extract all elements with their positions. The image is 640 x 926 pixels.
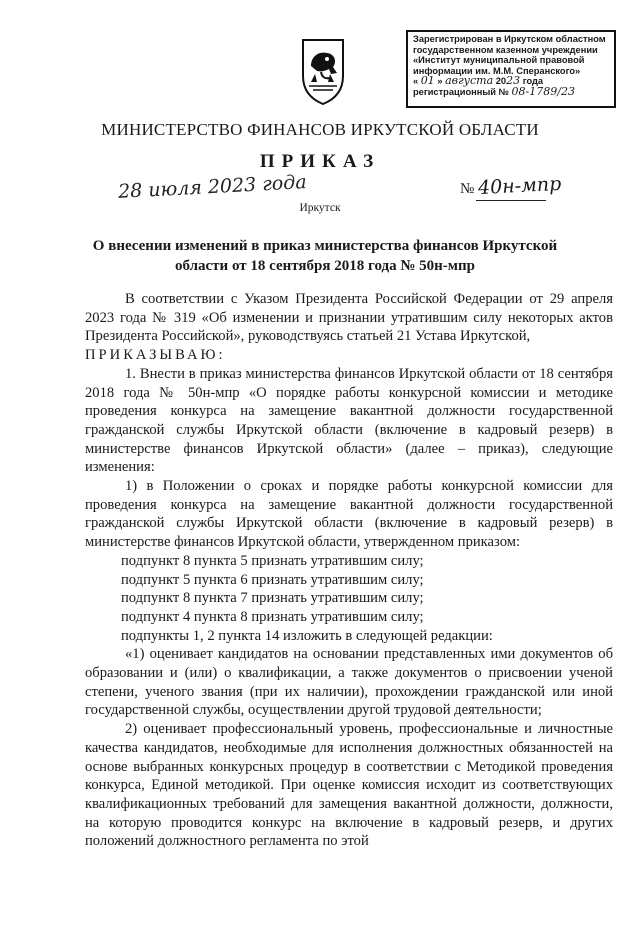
stamp-reg-label: регистрационный № (413, 86, 512, 97)
stamp-date-prefix: « (413, 76, 421, 87)
registration-stamp (406, 30, 616, 108)
quoted-paragraph: «1) оценивает кандидатов на основании представленных ими документов об образовании и (или) о квалификации, а также документов о присвоении ученой степени, ученого звания (при их наличии), прохождении гражданской или иной государственной службы, осуществлении другой трудовой деятельности; (85, 646, 613, 719)
quoted-paragraph: 2) оценивает профессиональный уровень, профессиональные и личностные качества кандидатов, необходимые для исполнения должностных обязанностей на основе выбранных конкурсных процедур в соответствии с Методикой проведения конкурса, Единой методикой. При оценке комиссия исходит из соответствующих квалификационных требований для замещения вакантной должности, должности, на которую проводится конкурс на включение в кадровый резерв, и других положений должностного регламента по этой (85, 721, 613, 850)
paragraph: В соответствии с Указом Президента Российской Федерации от 29 апреля 2023 года № 319 «Об изменении и признании утратившим силу некоторых актов Президента Российской», руководствуясь статьей 21 Устава Иркутской, (85, 291, 613, 345)
order-number-label: № (460, 181, 475, 197)
stamp-line: Зарегистрирован в Иркутском областном (413, 34, 606, 44)
coat-of-arms-emblem (297, 36, 349, 106)
stamp-date-mid: » (434, 76, 446, 87)
document-type: ПРИКАЗ (259, 151, 381, 172)
stamp-date-year: 23 (506, 76, 521, 87)
ministry-name: МИНИСТЕРСТВО ФИНАНСОВ ИРКУТСКОЙ ОБЛАСТИ (101, 120, 539, 139)
order-number-handwritten: 40н-мпр (477, 172, 562, 200)
number-underline (476, 200, 546, 201)
paragraph: 1) в Положении о сроках и порядке работы конкурсной комиссии для проведения конкурса на замещение вакантной должности государственной гражданской службы Иркутской области (включение в кадровый резерв) в министерстве финансов Иркутской области, утвержденном приказом: (85, 478, 613, 551)
document-body (85, 290, 613, 851)
order-date-handwritten: 28 июля 2023 года (117, 171, 308, 203)
stamp-date-year-prefix: 20 (493, 76, 507, 87)
stamp-date-line (413, 76, 611, 87)
city: Иркутск (299, 202, 341, 214)
list-item: подпункты 1, 2 пункта 14 изложить в следующей редакции: (121, 627, 493, 644)
stamp-line: государственном казенном учреждении (413, 44, 598, 55)
list-item: подпункт 8 пункта 7 признать утратившим силу; (121, 590, 424, 607)
stamp-reg-line (413, 87, 611, 98)
order-verb: ПРИКАЗЫВАЮ: (85, 347, 226, 364)
document-title: О внесении изменений в приказ министерства финансов Иркутской области от 18 сентября 2018 года № 50н-мпр (92, 238, 558, 274)
list-item: подпункт 8 пункта 5 признать утратившим силу; (121, 552, 424, 569)
stamp-date-month: августа (445, 76, 494, 87)
stamp-line: информации им. М.М. Сперанского» (413, 65, 581, 76)
list-item: подпункт 4 пункта 8 признать утратившим силу; (121, 608, 424, 625)
stamp-reg-number: 08-1789/23 (511, 86, 575, 98)
stamp-date-suffix: года (520, 76, 544, 87)
stamp-line: «Институт муниципальной правовой (413, 55, 585, 66)
paragraph: 1. Внести в приказ министерства финансов Иркутской области от 18 сентября 2018 года № 50н-мпр «О порядке работы конкурсной комиссии и методике проведения конкурса на замещение вакантной должности государственной гражданской службы Иркутской области (включение в кадровый резерв) в министерстве финансов Иркутской области» (далее – приказ), следующие изменения: (85, 365, 613, 476)
stamp-date-day: 01 (420, 76, 435, 87)
list-item: подпункт 5 пункта 6 признать утратившим силу; (121, 571, 424, 588)
